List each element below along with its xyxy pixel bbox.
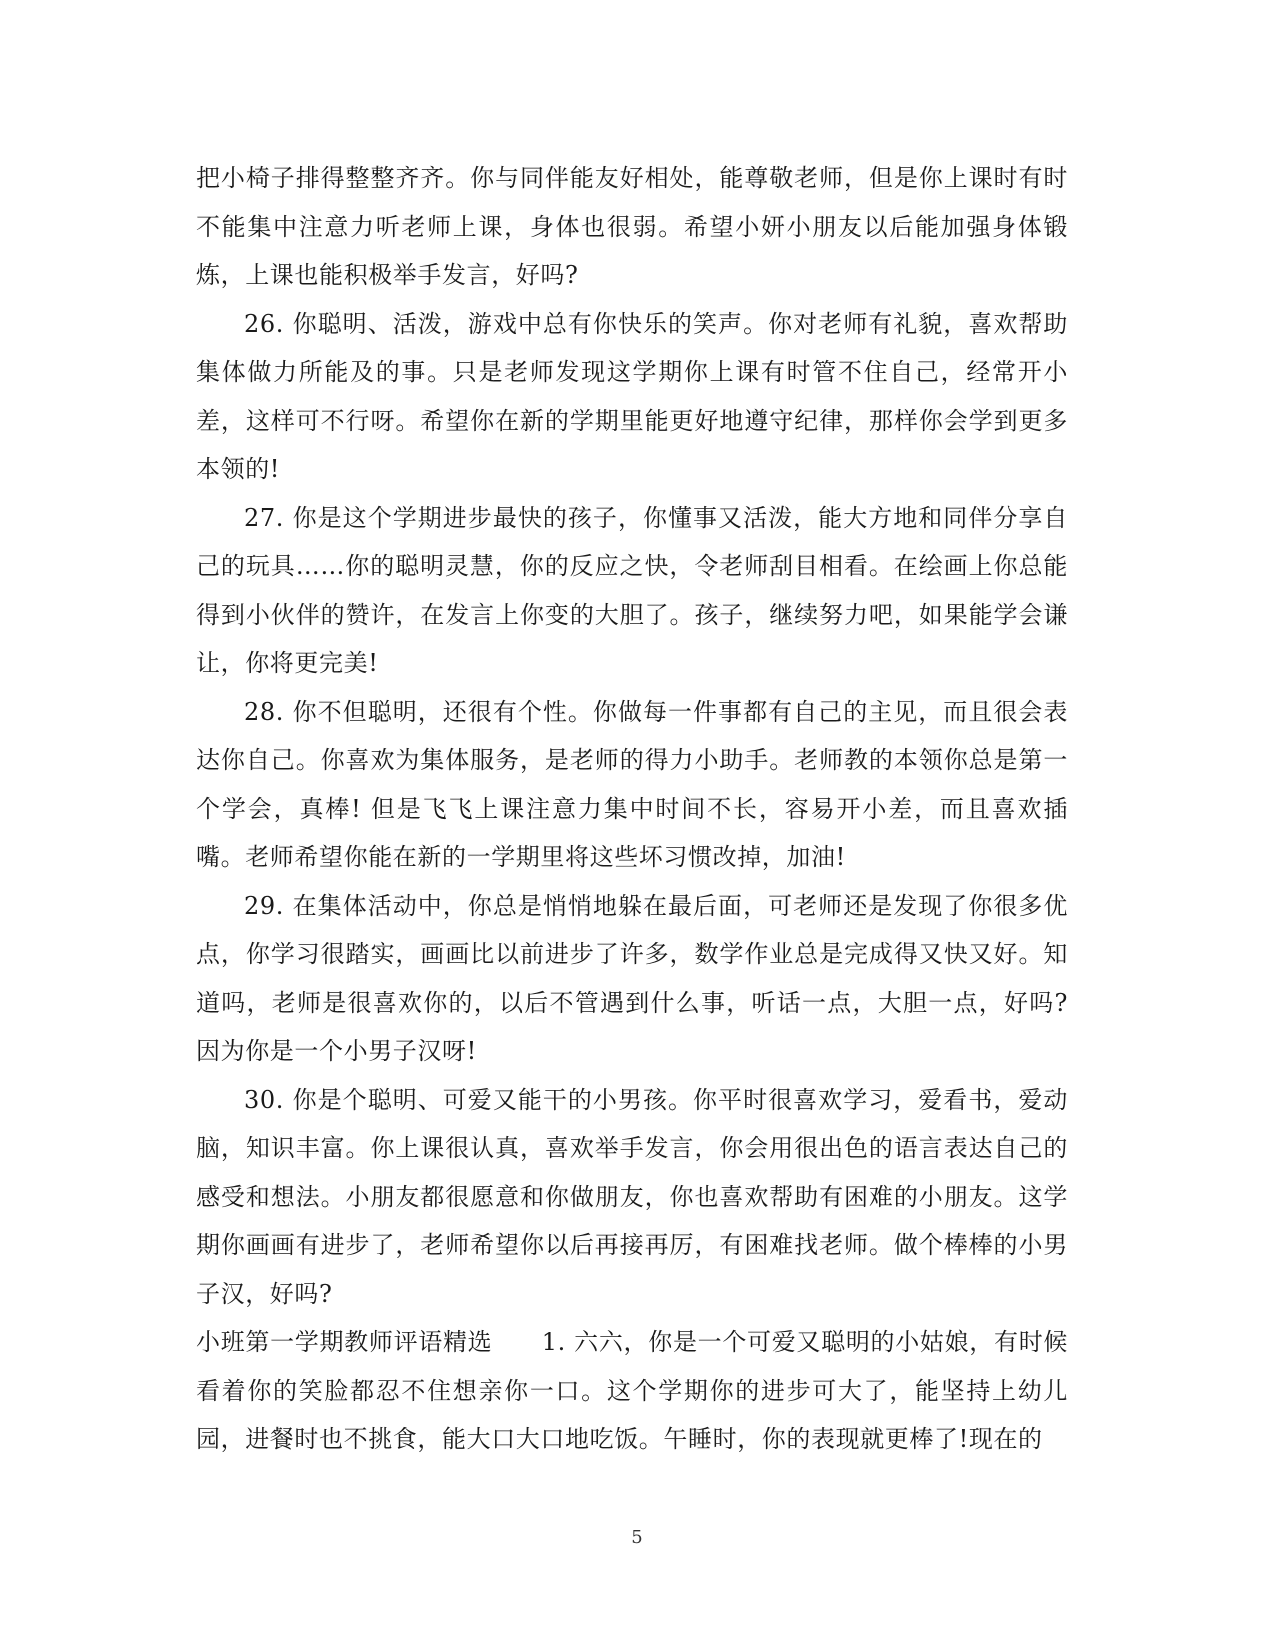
paragraph-comment-28: 28. 你不但聪明，还很有个性。你做每一件事都有自己的主见，而且很会表达你自己。你喜欢为集体服务，是老师的得力小助手。老师教的本领你总是第一个学会，真棒! 但是飞飞上课注意力集中时间不长，容易开小差，而且喜欢插嘴。老师希望你能在新的一学期里将这些坏习惯改掉，加油! — [196, 697, 1068, 871]
paragraph-section-start: 小班第一学期教师评语精选 1. 六六，你是一个可爱又聪明的小姑娘，有时候看着你的笑脸都忍不住想亲你一口。这个学期你的进步可大了，能坚持上幼儿园，进餐时也不挑食，能大口大口地吃饭。午睡时，你的表现就更棒了!现在的 — [196, 1328, 1068, 1453]
paragraph-comment-26: 26. 你聪明、活泼，游戏中总有你快乐的笑声。你对老师有礼貌，喜欢帮助集体做力所能及的事。只是老师发现这学期你上课有时管不住自己，经常开小差，这样可不行呀。希望你在新的学期里能更好地遵守纪律，那样你会学到更多本领的! — [196, 309, 1068, 483]
paragraph-comment-30: 30. 你是个聪明、可爱又能干的小男孩。你平时很喜欢学习，爱看书，爱动脑，知识丰富。你上课很认真，喜欢举手发言，你会用很出色的语言表达自己的感受和想法。小朋友都很愿意和你做朋友，你也喜欢帮助有困难的小朋友。这学期你画画有进步了，老师希望你以后再接再厉，有困难找老师。做个棒棒的小男子汉，好吗? — [196, 1085, 1068, 1308]
document-body — [196, 154, 1068, 1464]
page-number: 5 — [631, 1527, 643, 1548]
paragraph-comment-27: 27. 你是这个学期进步最快的孩子，你懂事又活泼，能大方地和同伴分享自己的玩具……你的聪明灵慧，你的反应之快，令老师刮目相看。在绘画上你总能得到小伙伴的赞许，在发言上你变的大胆了。孩子，继续努力吧，如果能学会谦让，你将更完美! — [196, 503, 1068, 677]
paragraph-continuation: 把小椅子排得整整齐齐。你与同伴能友好相处，能尊敬老师，但是你上课时有时不能集中注意力听老师上课，身体也很弱。希望小妍小朋友以后能加强身体锻炼，上课也能积极举手发言，好吗? — [196, 164, 1068, 289]
paragraph-comment-29: 29. 在集体活动中，你总是悄悄地躲在最后面，可老师还是发现了你很多优点，你学习很踏实，画画比以前进步了许多，数学作业总是完成得又快又好。知道吗，老师是很喜欢你的，以后不管遇到什么事，听话一点，大胆一点，好吗?因为你是一个小男子汉呀! — [196, 891, 1068, 1065]
